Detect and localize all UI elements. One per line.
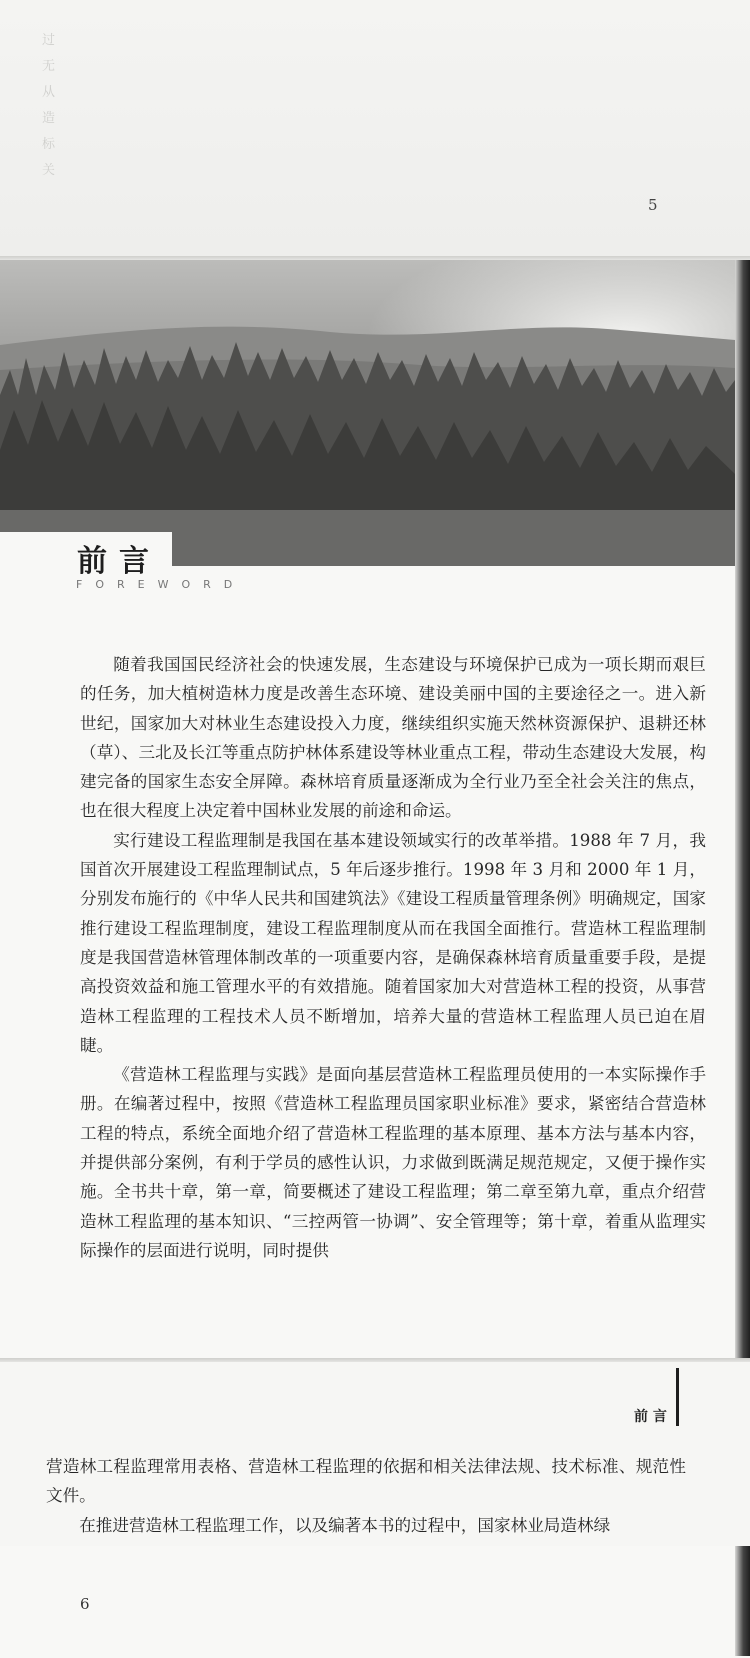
paragraph: 营造林工程监理常用表格、营造林工程监理的依据和相关法律法规、技术标准、规范性文件。 [46, 1457, 686, 1506]
next-page [0, 1362, 750, 1546]
paragraph: 《营造林工程监理与实践》是面向基层营造林工程监理员使用的一本实际操作手册。在编著过程中，按照《营造林工程监理员国家职业标准》要求，紧密结合营造林工程的特点，系统全面地介绍了营造林工程监理的基本原理、基本方法与基本内容，并提供部分案例，有利于学员的感性认识，力求做到既满足规范规定，又便于操作实施。全书共十章，第一章，简要概述了建设工程监理；第二章至第九章，重点介绍营造林工程监理的基本知识、“三控两管一协调”、安全管理等；第十章，着重从监理实际操作的层面进行说明，同时提供 [80, 1065, 706, 1260]
paragraph: 在推进营造林工程监理工作，以及编著本书的过程中，国家林业局造林绿 [79, 1515, 611, 1535]
bleed-through-text [42, 28, 62, 184]
ghost-char: 关 [42, 163, 56, 178]
ghost-char: 标 [42, 137, 56, 152]
forest-banner-image [0, 260, 735, 566]
header-rule [676, 1368, 679, 1426]
previous-page [0, 0, 750, 258]
page-number: 5 [648, 196, 658, 214]
paragraph: 实行建设工程监理制是我国在基本建设领域实行的改革举措。1988 年 7 月，我国首次开展建设工程监理制试点，5 年后逐步推行。1998 年 3 月和 2000 年 1 月，分别发布施行的《中华人民共和国建筑法》《建设工程质量管理条例》明确规定，国家推行建设工程监理制度，建设工程监理制度从而在我国全面推行。营造林工程监理制度是我国营造林管理体制改革的一项重要内容，是确保森林培育质量重要手段，是提高投资效益和施工管理水平的有效措施。随着国家加大对营造林工程的投资，从事营造林工程监理的工程技术人员不断增加，培养大量的营造林工程监理人员已迫在眉睫。 [80, 830, 706, 1055]
ghost-char: 造 [42, 111, 56, 126]
page-subtitle-en: FOREWORD [76, 578, 246, 591]
page-header [634, 1406, 667, 1426]
ghost-char: 过 [42, 33, 56, 48]
foreword-body [80, 650, 706, 1265]
page-seam [0, 1358, 750, 1362]
next-page-body [46, 1452, 686, 1540]
ghost-char: 无 [42, 59, 56, 74]
running-header: 前 言 [634, 1409, 667, 1425]
ghost-char: 从 [42, 85, 56, 100]
paragraph: 随着我国国民经济社会的快速发展，生态建设与环境保护已成为一项长期而艰巨的任务，加大植树造林力度是改善生态环境、建设美丽中国的主要途径之一。进入新世纪，国家加大对林业生态建设投入力度，继续组织实施天然林资源保护、退耕还林（草）、三北及长江等重点防护林体系建设等林业重点工程，带动生态建设大发展，构建完备的国家生态安全屏障。森林培育质量逐渐成为全行业乃至全社会关注的焦点，也在很大程度上决定着中国林业发展的前途和命运。 [80, 655, 706, 821]
page-number: 6 [80, 1595, 90, 1613]
page-title: 前言 [77, 544, 161, 579]
